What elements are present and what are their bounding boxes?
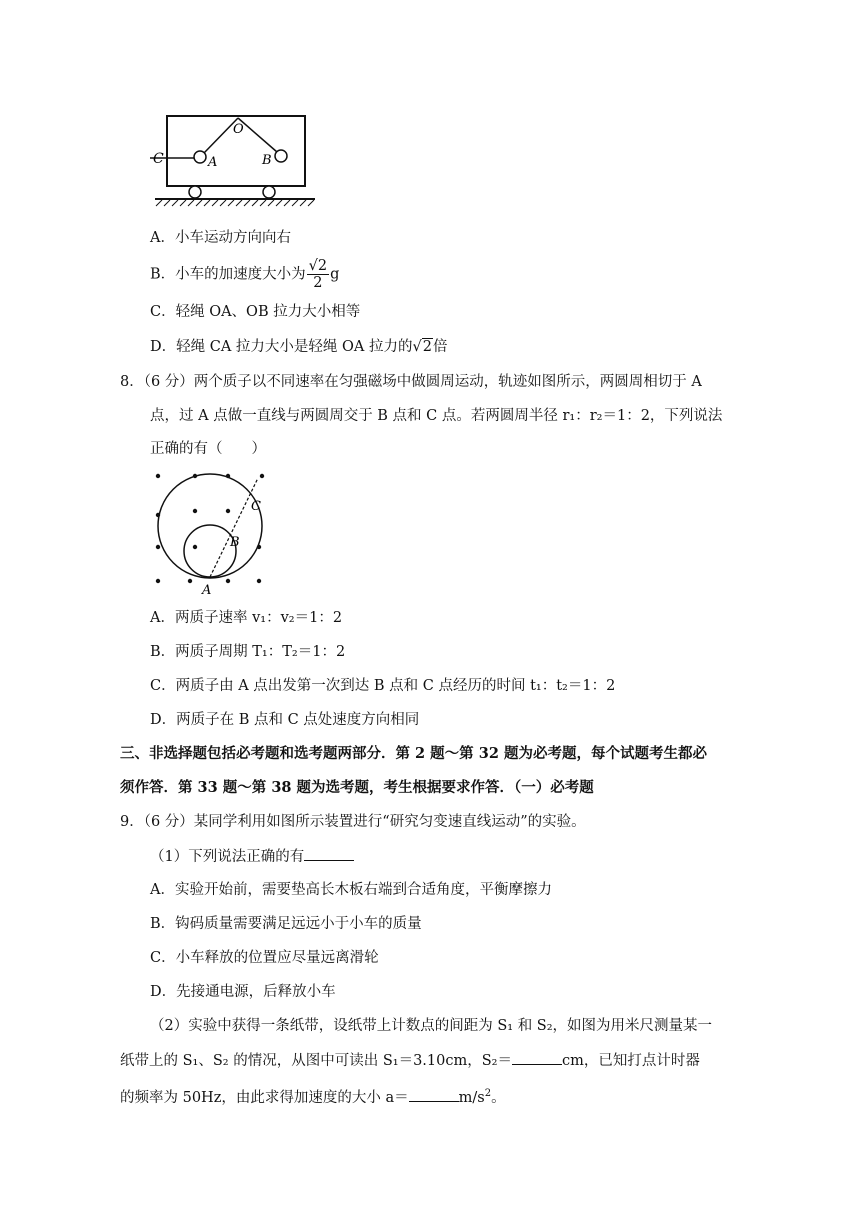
- q8-option-a: A．两质子速率 v₁：v₂＝1：2: [150, 610, 343, 626]
- label-b: B: [230, 535, 240, 550]
- q9-option-c: C．小车释放的位置应尽量远离滑轮: [150, 950, 379, 966]
- q9-sub1: （1）下列说法正确的有: [150, 846, 354, 867]
- q7-option-d: D．轻绳 CA 拉力大小是轻绳 OA 拉力的√2倍: [150, 339, 448, 355]
- q9-sub2-line2: 纸带上的 S₁、S₂ 的情况，从图中可读出 S₁＝3.10cm，S₂＝ cm，已知打点计时器: [120, 1050, 700, 1071]
- q8-option-c: C．两质子由 A 点出发第一次到达 B 点和 C 点经历的时间 t₁：t₂＝1：2: [150, 678, 616, 694]
- label-c: C: [153, 151, 164, 167]
- q9-sub2-line1: （2）实验中获得一条纸带，设纸带上计数点的间距为 S₁ 和 S₂，如图为用米尺测量某一: [150, 1018, 713, 1034]
- section-3-line1: 三、非选择题包括必考题和选考题两部分．第 2 题～第 32 题为必考题，每个试题考生都必: [120, 745, 707, 762]
- section-3-line2: 须作答．第 33 题～第 38 题为选考题，考生根据要求作答．（一）必考题: [120, 779, 594, 796]
- q9-sub2-line3: 的频率为 50Hz，由此求得加速度的大小 $a= m/s^2$。: [120, 1088, 506, 1106]
- label-o: O: [233, 122, 244, 137]
- answer-blank: [512, 1050, 562, 1065]
- q9-option-b: B．钩码质量需要满足远远小于小车的质量: [150, 916, 422, 932]
- q8-line1: 8．（6 分）两个质子以不同速率在匀强磁场中做圆周运动，轨迹如图所示，两圆周相切于 A: [120, 374, 702, 390]
- q8-option-d: D．两质子在 B 点和 C 点处速度方向相同: [150, 712, 420, 728]
- cart-figure: [150, 110, 320, 215]
- label-a: A: [202, 583, 212, 596]
- label-c: C: [251, 499, 261, 514]
- answer-blank: [409, 1087, 459, 1102]
- answer-blank: [304, 846, 354, 861]
- q8-line2: 点，过 A 点做一直线与两圆周交于 B 点和 C 点。若两圆周半径 r₁：r₂＝1：2，下列说法: [150, 408, 723, 424]
- label-b: B: [262, 153, 272, 168]
- q8-option-b: B．两质子周期 T₁：T₂＝1：2: [150, 644, 346, 660]
- q8-line3: 正确的有（ ）: [150, 441, 266, 457]
- q9-option-a: A．实验开始前，需要垫高长木板右端到合适角度，平衡摩擦力: [150, 882, 552, 898]
- q7-option-a: A．小车运动方向向右: [150, 230, 291, 246]
- q7-option-c: C．轻绳 OA、OB 拉力大小相等: [150, 304, 361, 320]
- q9-line1: 9．（6 分）某同学利用如图所示装置进行“研究匀变速直线运动”的实验。: [120, 814, 586, 830]
- q7-option-b: B．小车的加速度大小为 $\frac{√2}{2}$ g: [150, 258, 340, 291]
- q9-option-d: D．先接通电源，后释放小车: [150, 984, 336, 1000]
- fraction: $\frac{√2}{2}$: [308, 258, 328, 291]
- magnetic-field-figure: [150, 468, 275, 596]
- label-a: A: [208, 155, 218, 170]
